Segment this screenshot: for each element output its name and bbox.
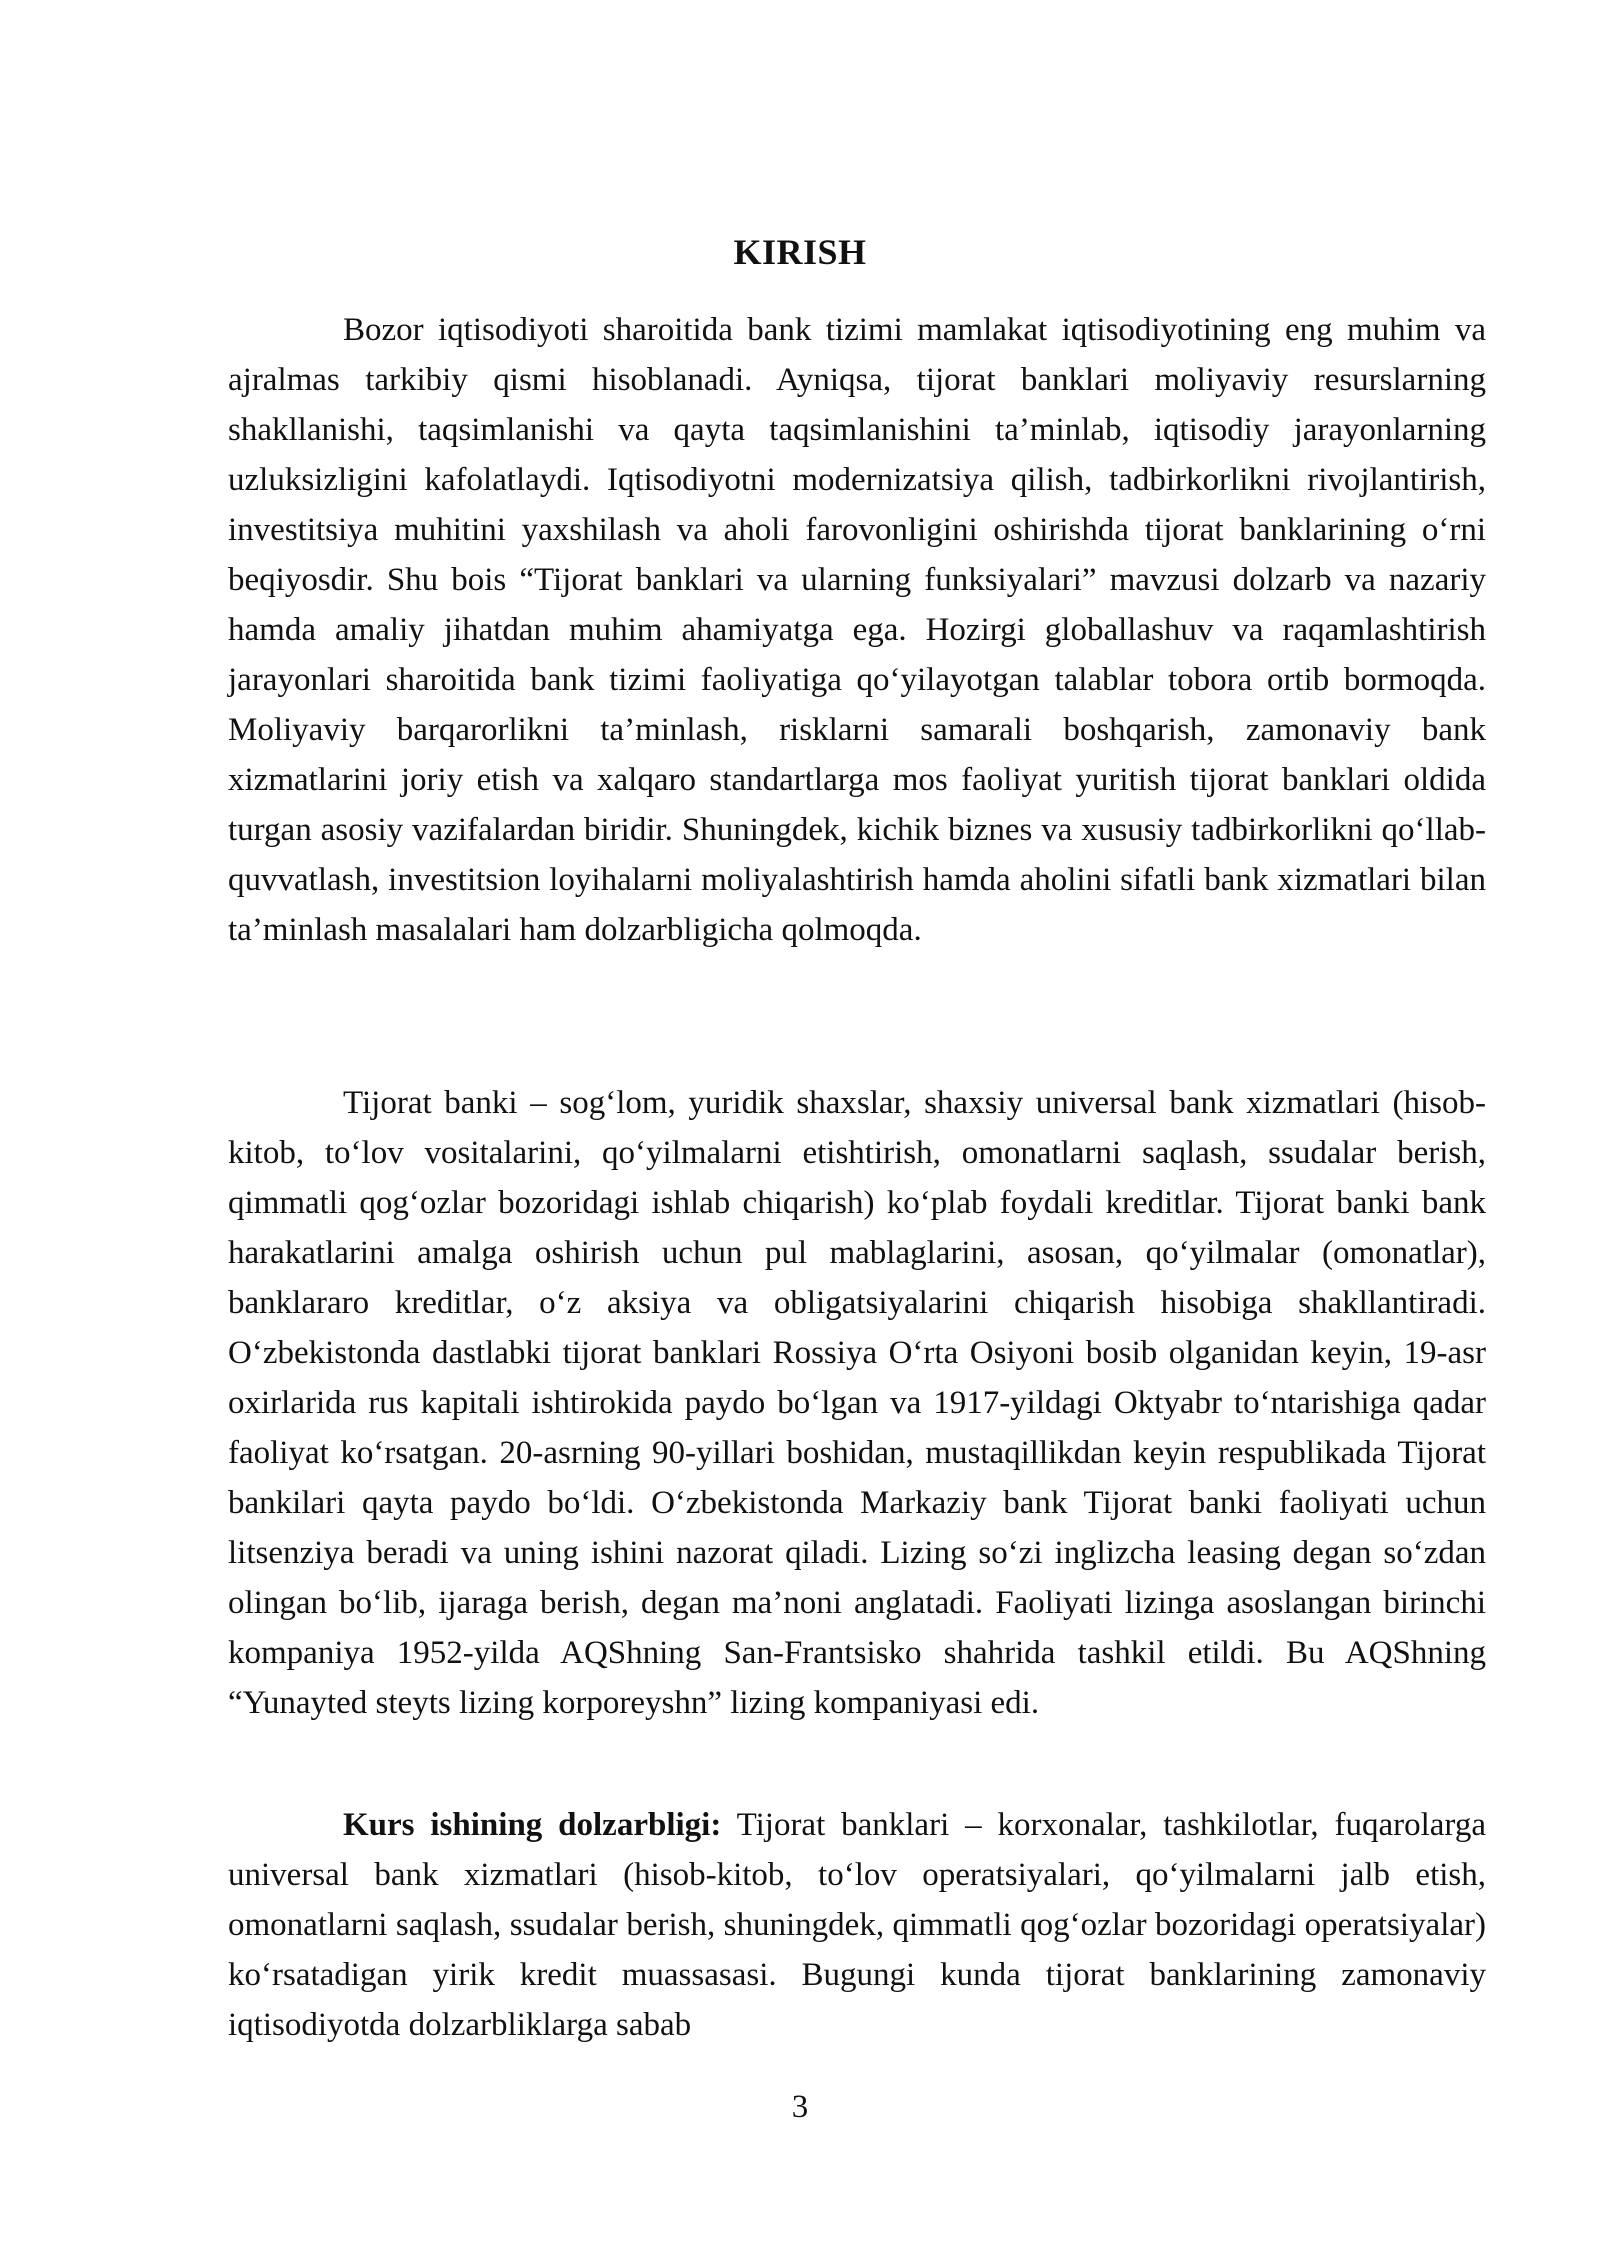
paragraph-text <box>228 1078 1486 1728</box>
paragraph-relevance <box>228 1800 1486 2050</box>
paragraph-body: Tijorat banklari – korxonalar, tashkilotlar, fuqarolarga universal bank xizmatlari (hisob-kitob, to‘lov operatsiyalari, qo‘yilmalarni jalb etish, omonatlarni saqlash, ssudalar berish, shuningdek, qimmatli qog‘ozlar bozoridagi operatsiyalar) ko‘rsatadigan yirik kredit muassasasi. Bugungi kunda tijorat banklarining zamonaviy iqtisodiyotda dolzarbliklarga sabab <box>228 1807 1486 2043</box>
paragraph-text <box>228 1800 1486 2050</box>
page-title: KIRISH <box>733 232 867 272</box>
paragraph-body: Bozor iqtisodiyoti sharoitida bank tizimi mamlakat iqtisodiyotining eng muhim va ajralmas tarkibiy qismi hisoblanadi. Ayniqsa, tijorat banklari moliyaviy resurslarning shakllanishi, taqsimlanishi va qayta taqsimlanishini ta’minlab, iqtisodiy jarayonlarning uzluksizligini kafolatlaydi. Iqtisodiyotni modernizatsiya qilish, tadbirkorlikni rivojlantirish, investitsiya muhitini yaxshilash va aholi farovonligini oshirishda tijorat banklarining o‘rni beqiyosdir. Shu bois “Tijorat banklari va ularning funksiyalari” mavzusi dolzarb va nazariy hamda amaliy jihatdan muhim ahamiyatga ega. Hozirgi globallashuv va raqamlashtirish jarayonlari sharoitida bank tizimi faoliyatiga qo‘yilayotgan talablar tobora ortib bormoqda. Moliyaviy barqarorlikni ta’minlash, risklarni samarali boshqarish, zamonaviy bank xizmatlarini joriy etish va xalqaro standartlarga mos faoliyat yuritish tijorat banklari oldida turgan asosiy vazifalardan biridir. Shuningdek, kichik biznes va xususiy tadbirkorlikni qo‘llab-quvvatlash, investitsion loyihalarni moliyalashtirish hamda aholini sifatli bank xizmatlari bilan ta’minlash masalalari ham dolzarbligicha qolmoqda. <box>228 312 1486 948</box>
page-number: 3 <box>791 2089 809 2125</box>
paragraph-lead: Kurs ishining dolzarbligi: <box>343 1807 722 1843</box>
paragraph-intro <box>228 305 1486 955</box>
paragraph-body: Tijorat banki – sog‘lom, yuridik shaxslar, shaxsiy universal bank xizmatlari (hisob-kitob, to‘lov vositalarini, qo‘yilmalarni etishtirish, omonatlarni saqlash, ssudalar berish, qimmatli qog‘ozlar bozoridagi ishlab chiqarish) ko‘plab foydali kreditlar. Tijorat banki bank harakatlarini amalga oshirish uchun pul mablaglarini, asosan, qo‘yilmalar (omonatlar), banklararo kreditlar, o‘z aksiya va obligatsiyalarini chiqarish hisobiga shakllantiradi. O‘zbekistonda dastlabki tijorat banklari Rossiya O‘rta Osiyoni bosib olganidan keyin, 19-asr oxirlarida rus kapitali ishtirokida paydo bo‘lgan va 1917-yildagi Oktyabr to‘ntarishiga qadar faoliyat ko‘rsatgan. 20-asrning 90-yillari boshidan, mustaqillikdan keyin respublikada Tijorat bankilari qayta paydo bo‘ldi. O‘zbekistonda Markaziy bank Tijorat banki faoliyati uchun litsenziya beradi va uning ishini nazorat qiladi. Lizing so‘zi inglizcha leasing degan so‘zdan olingan bo‘lib, ijaraga berish, degan ma’noni anglatadi. Faoliyati lizinga asoslangan birinchi kompaniya 1952-yilda AQShning San-Frantsisko shahrida tashkil etildi. Bu AQShning “Yunayted steyts lizing korporeyshn” lizing kompaniyasi edi. <box>228 1085 1486 1721</box>
paragraph-text <box>228 305 1486 955</box>
paragraph-commercial-bank <box>228 1078 1486 1728</box>
